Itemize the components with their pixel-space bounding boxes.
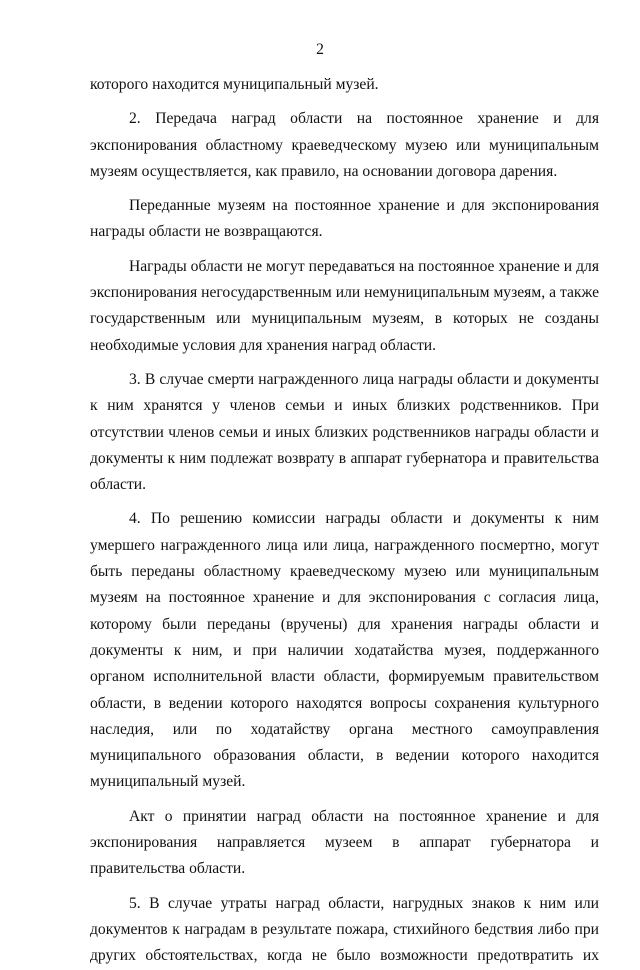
paragraph-item-2: 2. Передача наград области на постоянное хранение и для экспонирования областному краеведческому музею или муниципальным музеям осуществляется, как правило, на основании договора дарения. — [90, 110, 599, 180]
page-number: 2 — [316, 41, 324, 58]
paragraph-item-3: 3. В случае смерти награжденного лица награды области и документы к ним хранятся у членов семьи и иных близких родственников. При отсутствии членов семьи и иных близких родственников награды области и документы к ним подлежат возврату в аппарат губернатора и правительства области. — [90, 370, 599, 494]
paragraph-acceptance-act: Акт о принятии наград области на постоянное хранение и для экспонирования направляется музеем в аппарат губернатора и правительства области. — [90, 807, 599, 878]
paragraph-transfer-restriction: Награды области не могут передаваться на постоянное хранение и для экспонирования негосударственным или немуниципальным музеям, а также государственным или муниципальным музеям, в которых не созданы необходимые условия для хранения наград области. — [90, 257, 599, 354]
paragraph-awards-not-returned: Переданные музеям на постоянное хранение и для экспонирования награды области не возвращаются. — [90, 197, 599, 241]
paragraph-item-5: 5. В случае утраты наград области, нагрудных знаков к ним или документов к наградам в результате пожара, стихийного бедствия либо при других обстоятельствах, когда не было возможности предотвратить их — [90, 894, 599, 965]
paragraph-item-4: 4. По решению комиссии награды области и документы к ним умершего награжденного лица или лица, награжденного посмертно, могут быть переданы областному краеведческому музею или муниципальным музеям на постоянное хранение и для экспонирования с согласия лица, которому были переданы (вручены) для хранения награды области и документы к ним, и при наличии ходатайства музея, поддержанного органом исполнительной власти области, формируемым правительством области, в ведении которого находятся вопросы сохранения культурного наследия, или по ходатайству органа местного самоуправления муниципального образования области, в ведении которого находится муниципальный музей. — [90, 510, 599, 791]
paragraph-continuation: которого находится муниципальный музей. — [90, 76, 379, 93]
document-body — [90, 72, 599, 970]
